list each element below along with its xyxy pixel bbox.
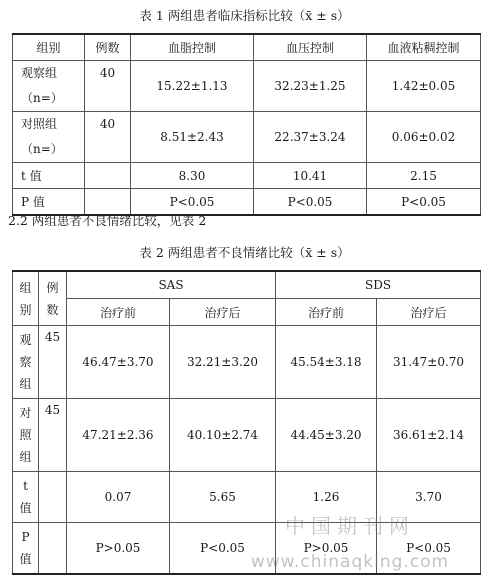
table1-n: 40 <box>85 61 131 112</box>
table1-value: 22.37±3.24 <box>254 112 367 163</box>
table2-group-char: 察 <box>19 355 32 369</box>
table1-caption: 表 1 两组患者临床指标比较（x̄ ± s） <box>139 8 350 23</box>
table2-stat-char: P <box>21 530 30 544</box>
table-row <box>13 399 481 472</box>
table1-stat-label: t 值 <box>13 163 85 189</box>
table2-caption: 表 2 两组患者不良情绪比较（x̄ ± s） <box>139 245 350 260</box>
table2-group-char: 组 <box>19 450 32 464</box>
table2-group-char: 照 <box>19 428 32 442</box>
table2-stat-char: t <box>23 479 28 493</box>
table2-value: 44.45±3.20 <box>276 399 377 472</box>
table2-value: P<0.05 <box>170 523 276 575</box>
table1-value: 2.15 <box>367 163 481 189</box>
table1-value: 8.51±2.43 <box>131 112 254 163</box>
table1-group-name: 观察组 <box>21 66 58 80</box>
table2-value: 45.54±3.18 <box>276 326 377 399</box>
table2-group-char: 对 <box>19 406 32 420</box>
table2-header-group <box>13 271 39 326</box>
table2-n: 45 <box>39 326 67 399</box>
table1-header-row <box>13 34 481 61</box>
table1-group-cell <box>13 112 85 163</box>
table1-group-sub: （n=） <box>21 91 63 105</box>
table2-header-char: 别 <box>19 302 32 317</box>
table1-group-cell <box>13 61 85 112</box>
table2-value: P<0.05 <box>377 523 481 575</box>
table2-value: 47.21±2.36 <box>67 399 170 472</box>
table2-value: 1.26 <box>276 472 377 523</box>
table2-stat-cell <box>13 523 39 575</box>
table2-header-sds: SDS <box>276 271 481 299</box>
table1-group-name: 对照组 <box>21 117 58 131</box>
table1-header-viscosity: 血液粘稠控制 <box>367 34 481 61</box>
table2-n: 45 <box>39 399 67 472</box>
table1-n <box>85 163 131 189</box>
table2-subheader: 治疗后 <box>377 299 481 326</box>
table2-value: P>0.05 <box>67 523 170 575</box>
table1-group-sub: （n=） <box>21 142 63 156</box>
table2-group-cell <box>13 326 39 399</box>
table2-value: 46.47±3.70 <box>67 326 170 399</box>
table1-value: P<0.05 <box>367 189 481 216</box>
table1 <box>12 33 481 216</box>
table1-value: 8.30 <box>131 163 254 189</box>
table1-value: 15.22±1.13 <box>131 61 254 112</box>
table1-header-lipid: 血脂控制 <box>131 34 254 61</box>
table2-header-char: 例 <box>46 280 59 295</box>
table2-n <box>39 472 67 523</box>
table2-stat-cell <box>13 472 39 523</box>
table2-header-n <box>39 271 67 326</box>
table2-value: 5.65 <box>170 472 276 523</box>
table2-value: 32.21±3.20 <box>170 326 276 399</box>
table2-stat-char: 值 <box>19 501 32 515</box>
table2-group-cell <box>13 399 39 472</box>
table1-n <box>85 189 131 216</box>
table-row <box>13 189 481 216</box>
table2-value: P>0.05 <box>276 523 377 575</box>
table2-subheader: 治疗前 <box>276 299 377 326</box>
table1-value: 1.42±0.05 <box>367 61 481 112</box>
table-row <box>13 163 481 189</box>
table-row <box>13 112 481 163</box>
table-row <box>13 61 481 112</box>
table2-value: 40.10±2.74 <box>170 399 276 472</box>
table1-value: P<0.05 <box>131 189 254 216</box>
table1-value: 10.41 <box>254 163 367 189</box>
table2-group-char: 观 <box>19 333 32 347</box>
table1-value: 32.23±1.25 <box>254 61 367 112</box>
table2-value: 3.70 <box>377 472 481 523</box>
watermark-url: www.chinaqking.com <box>250 552 450 572</box>
table2-n <box>39 523 67 575</box>
table1-header-group: 组别 <box>13 34 85 61</box>
section-heading: 2.2 两组患者不良情绪比较，见表 2 <box>8 213 207 228</box>
table1-header-n: 例数 <box>85 34 131 61</box>
table1-stat-label: P 值 <box>13 189 85 216</box>
watermark-logo-text: 中国期刊网 <box>285 514 415 538</box>
table1-n: 40 <box>85 112 131 163</box>
table2-header-row <box>13 271 481 299</box>
table1-header-bp: 血压控制 <box>254 34 367 61</box>
table2-value: 36.61±2.14 <box>377 399 481 472</box>
table2-subheader-row <box>13 299 481 326</box>
table2-header-sas: SAS <box>67 271 276 299</box>
table2-value: 0.07 <box>67 472 170 523</box>
table2-group-char: 组 <box>19 377 32 391</box>
table1-value: 0.06±0.02 <box>367 112 481 163</box>
table2-header-char: 数 <box>46 302 59 317</box>
table1-value: P<0.05 <box>254 189 367 216</box>
table2-subheader: 治疗后 <box>170 299 276 326</box>
table2-header-char: 组 <box>19 280 32 295</box>
table2-stat-char: 值 <box>19 552 32 566</box>
table2-subheader: 治疗前 <box>67 299 170 326</box>
table2-value: 31.47±0.70 <box>377 326 481 399</box>
table-row <box>13 326 481 399</box>
